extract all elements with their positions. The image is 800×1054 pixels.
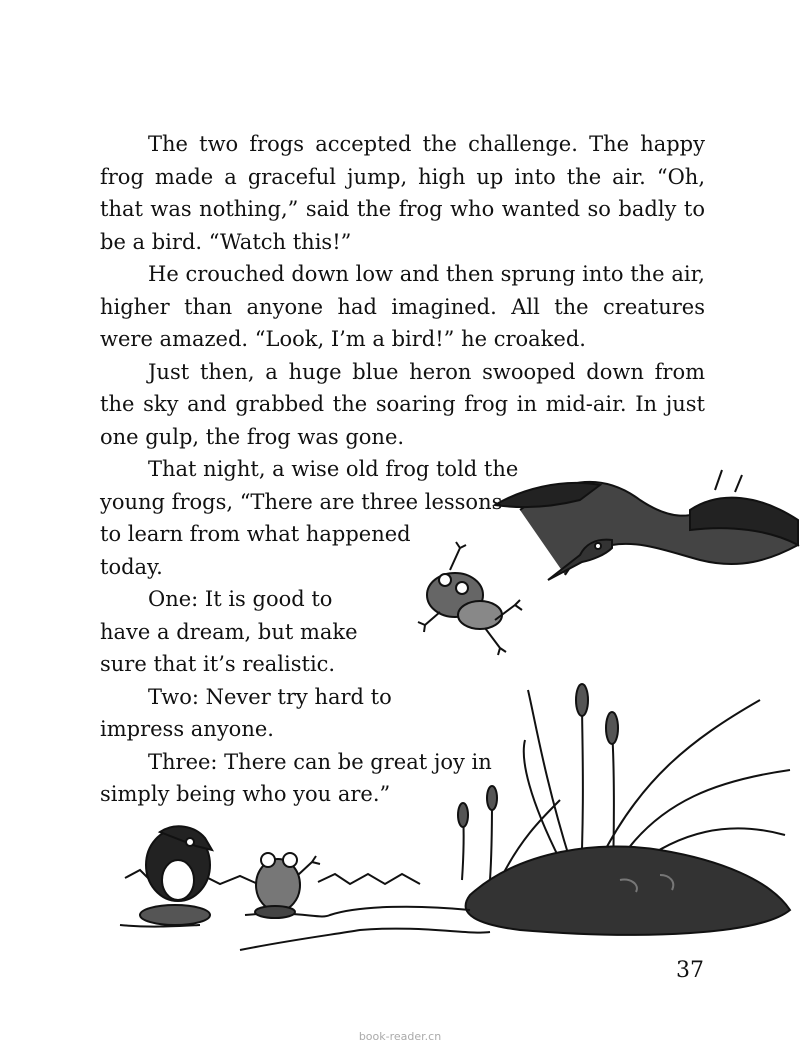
story-paragraph: He crouched down low and then sprung into the air, higher than anyone had imagined. All the creatures were amazed. “Look, I’m a bird!” he croaked.: [100, 262, 705, 351]
text-line: young frogs, “There are three lessons: [100, 489, 503, 514]
small-frog-illustration: [255, 853, 320, 918]
text-line: sure that it’s realistic.: [100, 652, 336, 676]
text-line: One: It is good to: [148, 587, 333, 611]
text-line: simply being who you are.”: [100, 782, 391, 806]
text-line: impress anyone.: [100, 717, 274, 741]
footer-watermark: book-reader.cn: [358, 1030, 442, 1043]
lessons-intro-paragraph: [100, 453, 705, 583]
story-text: [100, 128, 705, 811]
text-line: today.: [100, 554, 163, 579]
rock-illustration: [466, 846, 790, 934]
small-bird-illustration: [140, 826, 212, 925]
text-line: to learn from what happened: [100, 522, 411, 546]
lesson-three-paragraph: [100, 746, 705, 811]
lesson-one-paragraph: [100, 583, 705, 681]
page-number: 37: [676, 958, 704, 983]
story-paragraph: Just then, a huge blue heron swooped down from the sky and grabbed the soaring frog in mid-air. In just one gulp, the frog was gone.: [100, 359, 705, 449]
text-line: Three: There can be great joy in: [148, 749, 492, 774]
lesson-two-paragraph: [100, 681, 705, 746]
story-paragraph: The two frogs accepted the challenge. The happy frog made a graceful jump, high up into the air. “Oh, that was nothing,” said the frog who wanted so badly to be a bird. “Watch this!”: [100, 132, 705, 254]
text-line: have a dream, but make: [100, 619, 358, 644]
text-line: That night, a wise old frog told the: [148, 457, 519, 481]
text-line: Two: Never try hard to: [148, 684, 392, 709]
